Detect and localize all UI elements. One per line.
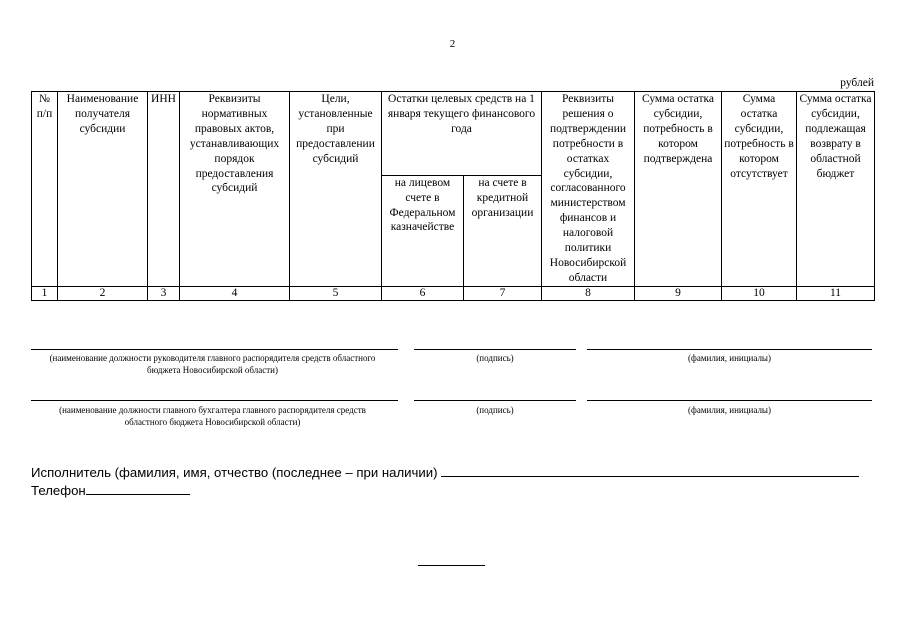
column-number: 1 [32,286,58,300]
phone-field[interactable] [86,481,190,495]
header-purposes: Цели, установленные при предоставлении субсидий [290,92,382,287]
column-number: 3 [148,286,180,300]
column-number: 5 [290,286,382,300]
header-recipient-name: Наименование получателя субсидии [58,92,148,287]
column-number: 6 [382,286,464,300]
column-number: 4 [180,286,290,300]
accountant-name-line [587,400,872,401]
header-number: № п/п [32,92,58,287]
header-legal-acts: Реквизиты нормативных правовых актов, устанавливающих порядок предоставления субсидий [180,92,290,287]
executor-label: Исполнитель (фамилия, имя, отчество (последнее – при наличии) [31,465,438,480]
header-unneeded-balance: Сумма остатка субсидии, потребность в котором отсутствует [722,92,797,287]
head-position-line [31,349,398,350]
header-return-balance: Сумма остатка субсидии, подлежащая возврату в областной бюджет [797,92,875,287]
header-decision-details: Реквизиты решения о подтверждении потребности в остатках субсидии, согласованного министерством финансов и налоговой политики Новосибирской области [542,92,635,287]
table-header-row [32,92,875,176]
executor-block [31,463,876,499]
phone-label: Телефон [31,483,86,498]
accountant-position-line [31,400,398,401]
header-confirmed-balance: Сумма остатка субсидии, потребность в котором подтверждена [635,92,722,287]
accountant-signature-caption: (подпись) [476,405,514,415]
executor-line [31,463,876,481]
header-inn: ИНН [148,92,180,287]
column-number: 7 [464,286,542,300]
header-treasury-account: на лицевом счете в Федеральном казначействе [382,175,464,286]
units-label: рублей [840,77,874,89]
head-name-caption: (фамилия, инициалы) [688,353,771,363]
end-separator-line [418,565,485,566]
phone-line [31,481,876,499]
column-numbers-row [32,286,875,300]
column-number: 11 [797,286,875,300]
column-number: 10 [722,286,797,300]
column-number: 9 [635,286,722,300]
accountant-position-caption: (наименование должности главного бухгалтера главного распорядителя средств областного бюджета Новосибирской области) [59,405,366,427]
header-balances-group: Остатки целевых средств на 1 января текущего финансового года [382,92,542,176]
accountant-name-caption: (фамилия, инициалы) [688,405,771,415]
executor-name-field[interactable] [441,463,859,477]
head-position-caption: (наименование должности руководителя главного распорядителя средств областного бюджета Новосибирской области) [49,353,376,375]
column-number: 2 [58,286,148,300]
head-name-line [587,349,872,350]
page-number: 2 [449,38,456,50]
head-signature-caption: (подпись) [476,353,514,363]
accountant-signature-line [414,400,576,401]
head-signature-line [414,349,576,350]
column-number: 8 [542,286,635,300]
header-bank-account: на счете в кредитной организации [464,175,542,286]
subsidy-balance-table [31,91,875,301]
